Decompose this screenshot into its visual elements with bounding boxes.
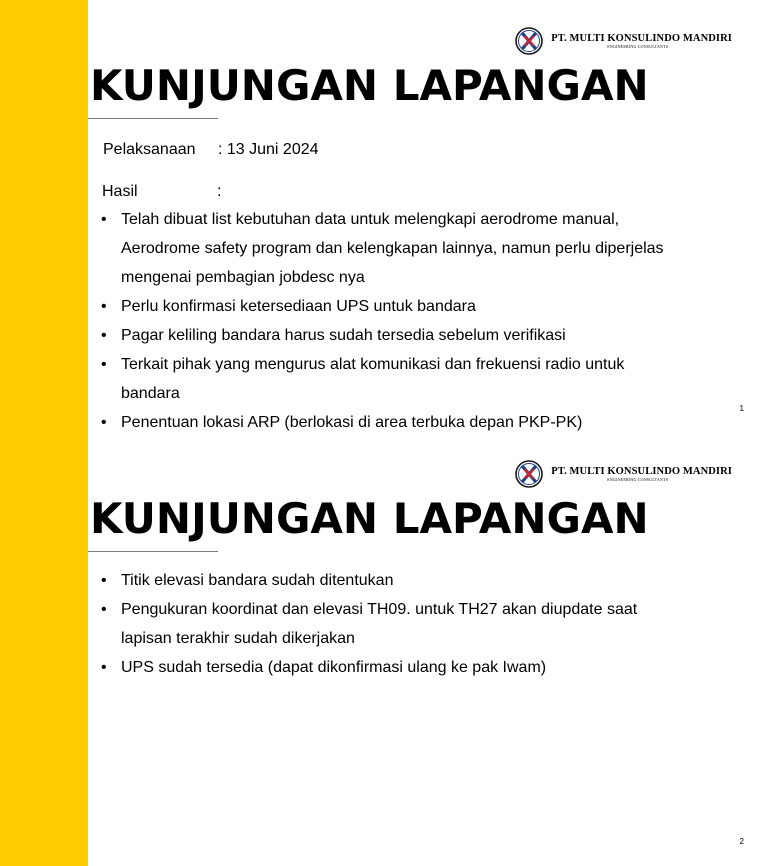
list-item [101,566,681,595]
list-item [101,595,681,653]
list-item-text: Telah dibuat list kebutuhan data untuk melengkapi aerodrome manual, Aerodrome safety program dan kelengkapan lainnya, namun perlu diperjelas mengenai pembagian jobdesc nya [121,211,664,286]
company-logo-text [551,466,732,482]
list-item-text: UPS sudah tersedia (dapat dikonfirmasi ulang ke pak Iwam) [121,659,547,676]
bullet-icon: • [101,601,107,618]
company-logo [515,460,732,488]
date-value: : 13 Juni 2024 [218,141,319,158]
list-item-text: Perlu konfirmasi ketersediaan UPS untuk bandara [121,298,476,315]
bullet-icon: • [101,298,107,315]
bullet-icon: • [101,356,107,373]
list-item [101,292,681,321]
company-logo-text [551,33,732,49]
list-item-text: Penentuan lokasi ARP (berlokasi di area terbuka depan PKP-PK) [121,414,583,431]
result-bullet-list [101,205,681,437]
company-logo-icon [515,27,543,55]
list-item-text: Titik elevasi bandara sudah ditentukan [121,572,394,589]
date-label: Pelaksanaan [103,141,196,158]
bullet-icon: • [101,211,107,228]
result-bullet-list [101,566,681,682]
company-logo-icon [515,460,543,488]
bullet-icon: • [101,659,107,676]
bullet-icon: • [101,327,107,344]
bullet-icon: • [101,572,107,589]
page-number: 2 [739,837,744,846]
slide-2 [0,433,768,866]
list-item-text: Pagar keliling bandara harus sudah tersedia sebelum verifikasi [121,327,566,344]
list-item [101,321,681,350]
slide-title: KUNJUNGAN LAPANGAN [90,494,649,543]
list-item [101,205,681,292]
bullet-icon: • [101,414,107,431]
company-tagline: ENGINEERING CONSULTANTS [607,477,669,482]
company-name: PT. MULTI KONSULINDO MANDIRI [551,33,732,44]
title-underline [88,551,218,552]
list-item-text: Pengukuran koordinat dan elevasi TH09. untuk TH27 akan diupdate saat lapisan terakhir sudah dikerjakan [121,601,638,647]
result-value: : [217,183,222,200]
result-label: Hasil [102,183,138,200]
page-number: 1 [739,404,744,413]
list-item-text: Terkait pihak yang mengurus alat komunikasi dan frekuensi radio untuk bandara [121,356,625,402]
list-item [101,350,681,408]
company-logo [515,27,732,55]
list-item [101,653,681,682]
company-tagline: ENGINEERING CONSULTANTS [607,44,669,49]
slide-title: KUNJUNGAN LAPANGAN [90,61,649,110]
title-underline [88,118,218,119]
company-name: PT. MULTI KONSULINDO MANDIRI [551,466,732,477]
